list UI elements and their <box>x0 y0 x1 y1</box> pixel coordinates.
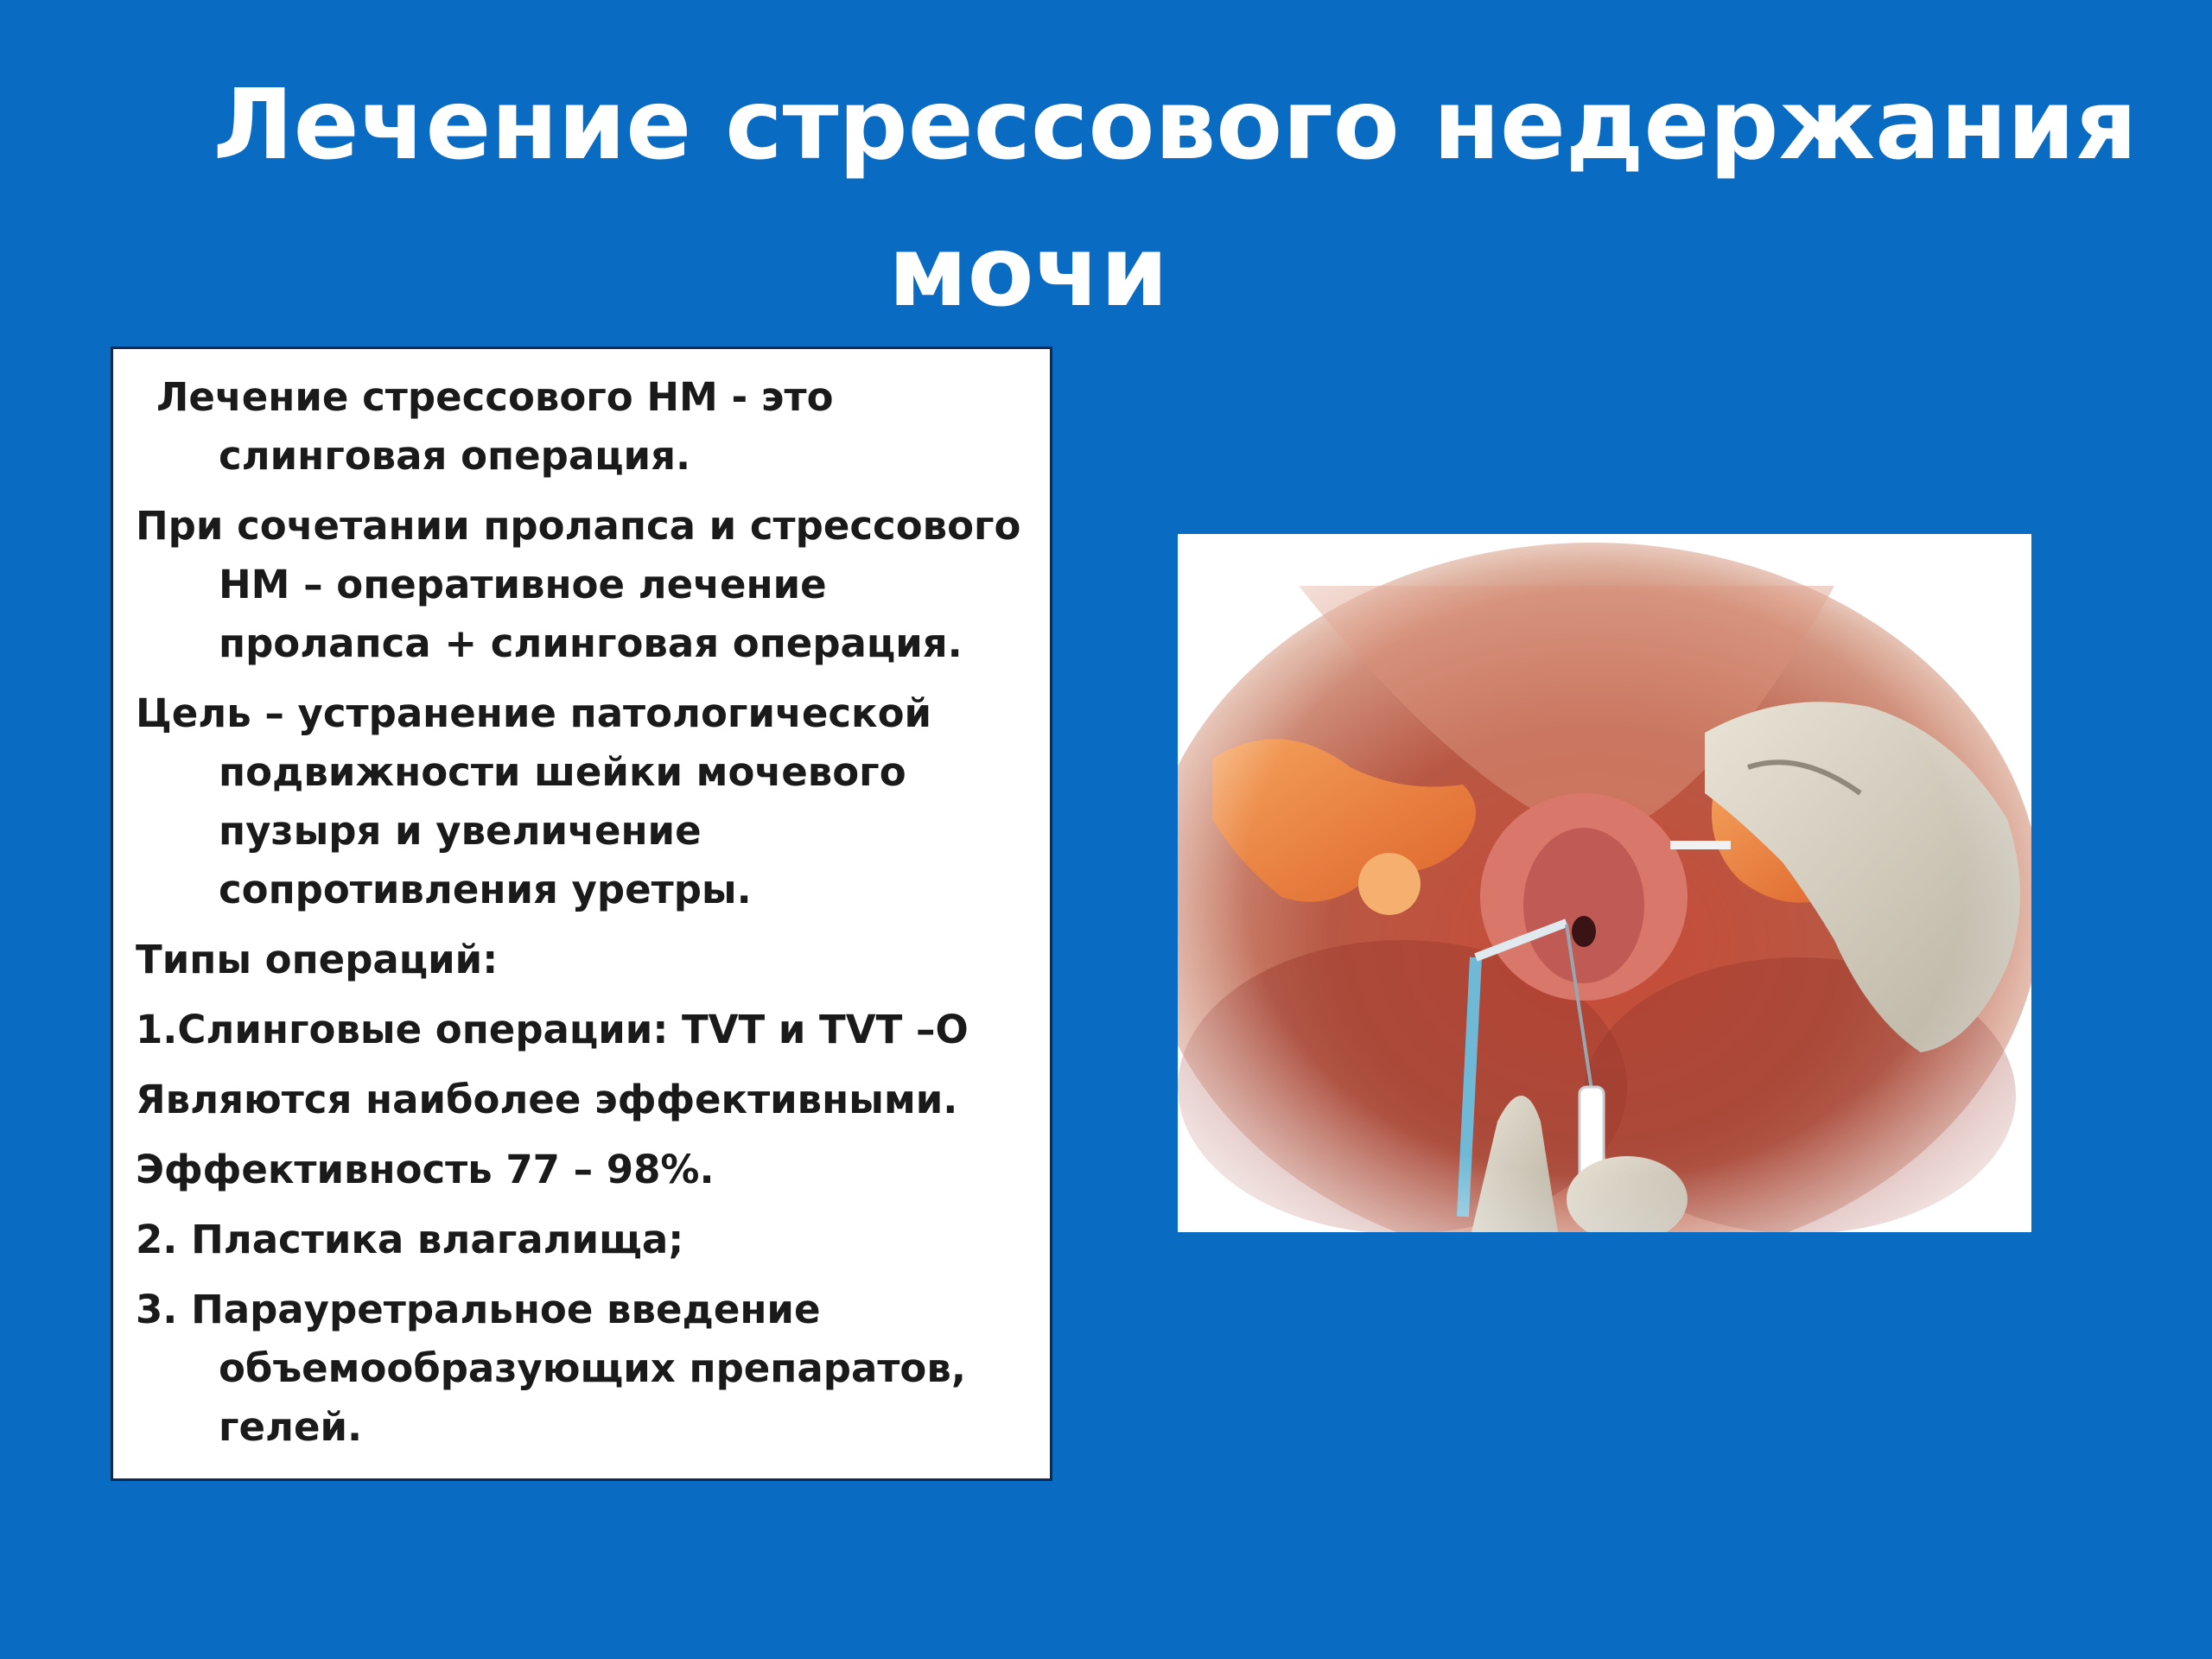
surgery-illustration <box>1178 534 2031 1232</box>
content-text-box <box>111 346 1052 1481</box>
slide-title <box>0 52 2212 346</box>
paragraph-operation-types-heading: Типы операций: <box>136 937 499 982</box>
surgery-illustration-drawing <box>1178 534 2031 1232</box>
paragraph-periurethral-injection: 3. Парауретральное введение объемообразующих препаратов, гелей. <box>136 1287 966 1450</box>
paragraph-vaginal-plasty: 2. Пластика влагалища; <box>136 1217 684 1262</box>
paragraph-most-effective: Являются наиболее эффективными. <box>136 1077 958 1122</box>
paragraph-goal: Цель – устранение патологической подвижности шейки мочевого пузыря и увеличение сопротивления уретры. <box>136 690 932 912</box>
paragraph-combined-prolapse: При сочетании пролапса и стрессового НМ – оперативное лечение пролапса + слинговая операция. <box>136 503 1021 666</box>
paragraph-sling-operations: 1.Слинговые операции: TVT и TVT –O <box>136 1007 969 1052</box>
slide-title-line-1: Лечение стрессового недержания <box>213 69 2138 181</box>
slide-title-line-2: мочи <box>888 216 1168 328</box>
paragraph-effectiveness: Эффективность 77 – 98%. <box>136 1147 715 1192</box>
paragraph-definition: Лечение стрессового НМ - это слинговая операция. <box>156 374 834 479</box>
